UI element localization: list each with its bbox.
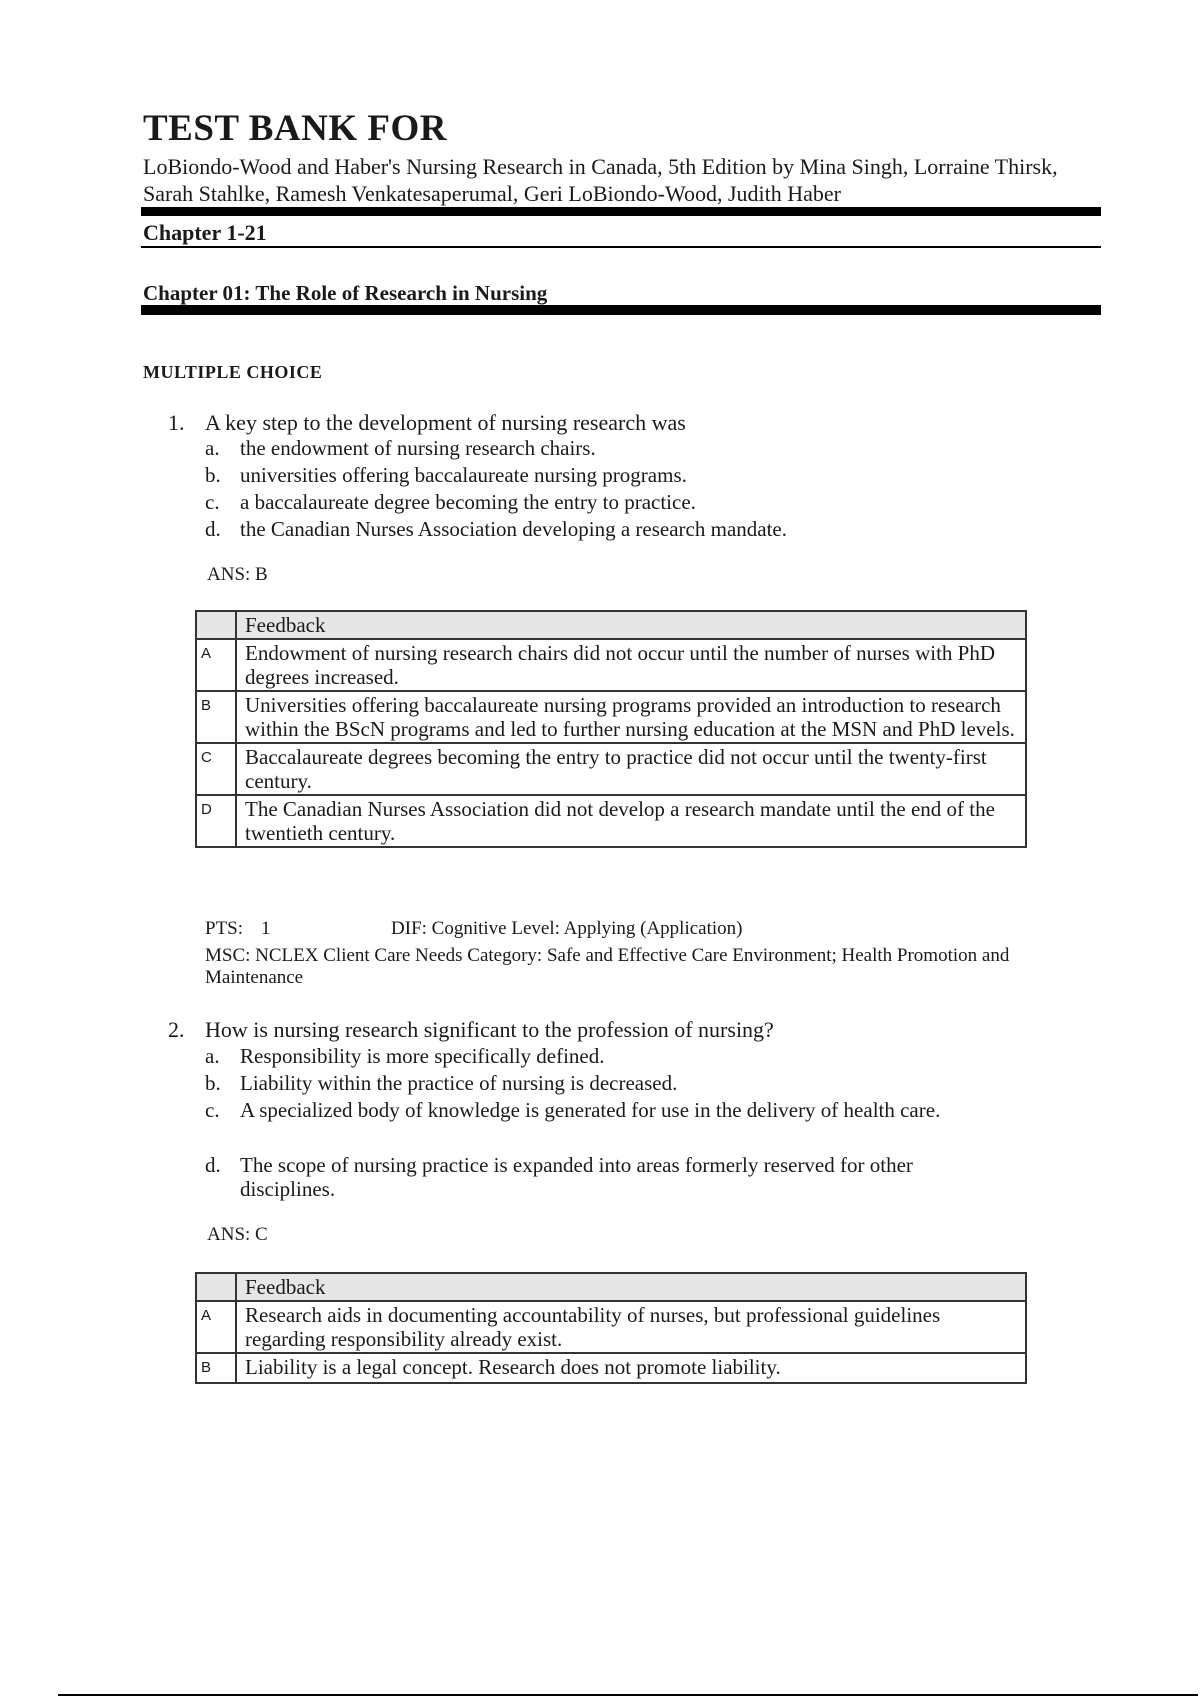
answer-option <box>205 490 1005 514</box>
feedback-key: A <box>196 639 236 691</box>
option-letter: a. <box>205 436 220 460</box>
feedback-row <box>196 1301 1026 1353</box>
option-letter: a. <box>205 1044 220 1068</box>
question-number: 2. <box>168 1017 185 1042</box>
option-text: Responsibility is more specifically defined. <box>240 1044 605 1068</box>
option-text: Liability within the practice of nursing is decreased. <box>240 1071 678 1095</box>
answer-option <box>205 517 1005 541</box>
option-text: universities offering baccalaureate nursing programs. <box>240 463 687 487</box>
feedback-key: B <box>196 691 236 743</box>
header-rule-thick <box>141 207 1101 216</box>
question-stem <box>168 1017 774 1043</box>
feedback-header-row <box>196 1273 1026 1301</box>
section-label: MULTIPLE CHOICE <box>143 362 323 382</box>
document-title: TEST BANK FOR <box>143 108 447 149</box>
feedback-header-row <box>196 611 1026 639</box>
chapter-rule <box>141 305 1101 315</box>
answer-option <box>205 1071 1005 1095</box>
feedback-text: Endowment of nursing research chairs did not occur until the number of nurses with PhD degrees increased. <box>236 639 1026 691</box>
feedback-key-cell <box>196 1273 236 1301</box>
feedback-text: Baccalaureate degrees becoming the entry to practice did not occur until the twenty-first century. <box>236 743 1026 795</box>
feedback-row <box>196 795 1026 847</box>
feedback-row <box>196 639 1026 691</box>
feedback-row <box>196 743 1026 795</box>
answer-option <box>205 1098 995 1122</box>
points-label: PTS: <box>205 918 244 939</box>
footer-rule <box>58 1694 1198 1696</box>
option-text: the endowment of nursing research chairs. <box>240 436 596 460</box>
question-stem <box>168 410 686 436</box>
question-number: 1. <box>168 410 185 435</box>
answer-option <box>205 436 1005 460</box>
feedback-text: Liability is a legal concept. Research does not promote liability. <box>236 1353 1026 1383</box>
feedback-text: The Canadian Nurses Association did not develop a research mandate until the end of the twentieth century. <box>236 795 1026 847</box>
feedback-key: D <box>196 795 236 847</box>
option-letter: c. <box>205 1098 220 1122</box>
question-text: A key step to the development of nursing research was <box>205 410 686 435</box>
feedback-key: A <box>196 1301 236 1353</box>
answer-option <box>205 1153 1005 1201</box>
feedback-row <box>196 691 1026 743</box>
option-text: The scope of nursing practice is expanded into areas formerly reserved for other disciplines. <box>240 1153 913 1201</box>
option-text: the Canadian Nurses Association developing a research mandate. <box>240 517 787 541</box>
feedback-text: Universities offering baccalaureate nursing programs provided an introduction to research within the BScN programs and led to further nursing education at the MSN and PhD levels. <box>236 691 1026 743</box>
answer-key: ANS: B <box>207 564 268 585</box>
feedback-key: B <box>196 1353 236 1383</box>
option-text: a baccalaureate degree becoming the entry to practice. <box>240 490 696 514</box>
feedback-header: Feedback <box>236 611 1026 639</box>
question-text: How is nursing research significant to the profession of nursing? <box>205 1017 774 1042</box>
option-text: A specialized body of knowledge is generated for use in the delivery of health care. <box>240 1098 941 1122</box>
answer-option <box>205 1044 1005 1068</box>
option-letter: b. <box>205 463 221 487</box>
msc-category: MSC: NCLEX Client Care Needs Category: Safe and Effective Care Environment; Health Promotion and Maintenance <box>205 945 1010 988</box>
header-rule-thin <box>141 246 1101 248</box>
option-letter: b. <box>205 1071 221 1095</box>
feedback-text: Research aids in documenting accountability of nurses, but professional guidelines regarding responsibility already exist. <box>236 1301 1026 1353</box>
answer-key: ANS: C <box>207 1224 268 1245</box>
option-letter: d. <box>205 517 221 541</box>
chapter-range: Chapter 1-21 <box>143 220 267 245</box>
difficulty: DIF: Cognitive Level: Applying (Application) <box>391 918 743 939</box>
book-citation: LoBiondo-Wood and Haber's Nursing Research in Canada, 5th Edition by Mina Singh, Lorraine Thirsk, Sarah Stahlke, Ramesh Venkatesaperumal, Geri LoBiondo-Wood, Judith Haber <box>143 154 1058 206</box>
points-value: 1 <box>261 918 271 939</box>
option-letter: c. <box>205 490 220 514</box>
option-letter: d. <box>205 1153 221 1177</box>
feedback-table <box>195 610 1027 848</box>
question-metadata <box>205 918 1105 940</box>
feedback-key: C <box>196 743 236 795</box>
chapter-title: Chapter 01: The Role of Research in Nursing <box>143 281 548 305</box>
feedback-key-cell <box>196 611 236 639</box>
feedback-row <box>196 1353 1026 1383</box>
answer-option <box>205 463 1005 487</box>
feedback-header: Feedback <box>236 1273 1026 1301</box>
feedback-table <box>195 1272 1027 1384</box>
